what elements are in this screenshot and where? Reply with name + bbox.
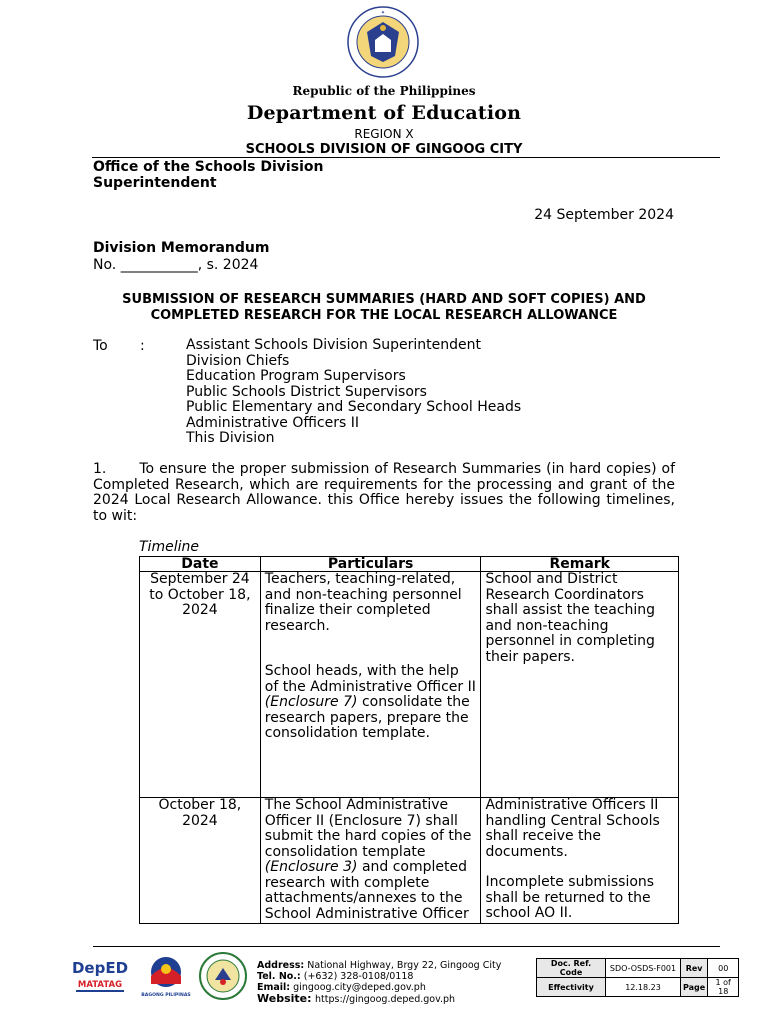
- particulars-fragment: School heads, with the help of the Administrative Officer II: [264, 663, 476, 695]
- page-value: 1 of 18: [708, 978, 739, 997]
- recipient-item: Public Schools District Supervisors: [186, 383, 427, 400]
- memo-type: Division Memorandum: [93, 240, 270, 256]
- document-reference-table: [536, 958, 739, 997]
- row-particulars: [260, 798, 481, 924]
- to-label: To: [93, 338, 108, 354]
- website-label: Website:: [257, 992, 312, 1005]
- timeline-table: [139, 556, 679, 924]
- address-label: Address:: [257, 960, 305, 971]
- memo-number: No. ___________, s. 2024: [93, 257, 259, 273]
- remark-text: Administrative Officers II handling Central Schools shall receive the documents.: [485, 797, 660, 860]
- svg-text:BAGONG PILIPINAS: BAGONG PILIPINAS: [141, 993, 191, 998]
- svg-text:MATATAG: MATATAG: [77, 980, 123, 990]
- particulars-text: Teachers, teaching-related, and non-teaching personnel finalize their completed research.: [264, 571, 462, 634]
- footer-contact: [257, 960, 501, 1005]
- effectivity-value: 12.18.23: [606, 978, 681, 997]
- recipient-item: Public Elementary and Secondary School Heads: [186, 399, 522, 415]
- memo-date: 24 September 2024: [534, 207, 674, 223]
- to-colon: :: [140, 338, 145, 354]
- column-header-remark: Remark: [481, 557, 679, 572]
- division-seal-logo: [199, 952, 247, 1000]
- table-row: [140, 572, 679, 798]
- rev-label: Rev: [681, 959, 708, 978]
- deped-matatag-logo: [70, 955, 130, 997]
- office-name: [93, 159, 323, 191]
- recipient-list: [186, 338, 521, 447]
- footer-divider: [93, 946, 720, 947]
- recipient-item: This Division: [186, 430, 275, 446]
- doc-ref-label: Doc. Ref. Code: [537, 959, 606, 978]
- deped-seal-logo: [347, 6, 419, 78]
- rev-value: 00: [708, 959, 739, 978]
- tel-value: (+632) 328-0108/0118: [303, 971, 414, 982]
- division-heading: SCHOOLS DIVISION OF GINGOOG CITY: [245, 142, 523, 157]
- particulars-fragment: consolidate the research papers, prepare the consolidation template.: [264, 694, 470, 741]
- paragraph-1: [93, 462, 675, 524]
- recipient-item: Education Program Supervisors: [186, 368, 406, 384]
- column-header-particulars: Particulars: [260, 557, 481, 572]
- doc-ref-value: SDO-OSDS-F001: [606, 959, 681, 978]
- region-heading: REGION X: [354, 127, 414, 141]
- recipient-item: Assistant Schools Division Superintendent: [186, 337, 481, 353]
- particulars-text: [265, 664, 477, 742]
- office-line-2: Superintendent: [93, 175, 217, 191]
- office-line-1: Office of the Schools Division: [93, 159, 324, 175]
- tel-label: Tel. No.:: [257, 971, 301, 982]
- svg-text:✦: ✦: [380, 10, 386, 16]
- enclosure-reference: (Enclosure 7): [264, 694, 358, 710]
- column-header-date: Date: [140, 557, 261, 572]
- remark-text: Incomplete submissions shall be returned to the school AO II.: [485, 874, 655, 921]
- email-link[interactable]: gingoog.city@deped.gov.ph: [293, 982, 426, 993]
- republic-heading: Republic of the Philippines: [292, 84, 476, 98]
- row-particulars: [260, 572, 481, 798]
- row-remark: [481, 798, 679, 924]
- bagong-pilipinas-logo: [140, 954, 192, 1000]
- table-header-row: [140, 557, 679, 572]
- particulars-fragment: and completed research with complete attachments/annexes to the School Administrative Officer: [264, 859, 469, 922]
- svg-text:DepED: DepED: [71, 959, 129, 977]
- website-link[interactable]: https://gingoog.deped.gov.ph: [315, 994, 456, 1005]
- address-value: National Highway, Brgy 22, Gingoog City: [307, 960, 502, 971]
- recipient-item: Division Chiefs: [186, 352, 290, 369]
- recipient-item: Administrative Officers II: [186, 414, 359, 431]
- row-remark: School and District Research Coordinators shall assist the teaching and non-teaching personnel in completing their papers.: [481, 572, 679, 798]
- page-label: Page: [681, 978, 708, 997]
- header-divider: [92, 157, 720, 158]
- timeline-label: Timeline: [139, 539, 199, 555]
- department-heading: Department of Education: [246, 102, 522, 124]
- row-date: October 18, 2024: [140, 798, 261, 924]
- email-label: Email:: [257, 982, 291, 993]
- effectivity-label: Effectivity: [537, 978, 606, 997]
- enclosure-reference: (Enclosure 3): [264, 859, 358, 875]
- paragraph-text: To ensure the proper submission of Research Summaries (in hard copies) of Completed Research, which are requirements for the processing and grant of the 2024 Local Research Allowance. this Office hereby issues the following timelines, to wit:: [93, 461, 675, 524]
- row-date: September 24 to October 18, 2024: [140, 572, 261, 798]
- paragraph-number: 1.: [93, 461, 107, 477]
- memo-subject: SUBMISSION OF RESEARCH SUMMARIES (HARD AND SOFT COPIES) AND COMPLETED RESEARCH FOR THE LOCAL RESEARCH ALLOWANCE: [122, 292, 646, 323]
- particulars-fragment: The School Administrative Officer II (Enclosure 7) shall submit the hard copies of the consolidation template: [264, 797, 472, 860]
- table-row: [140, 798, 679, 924]
